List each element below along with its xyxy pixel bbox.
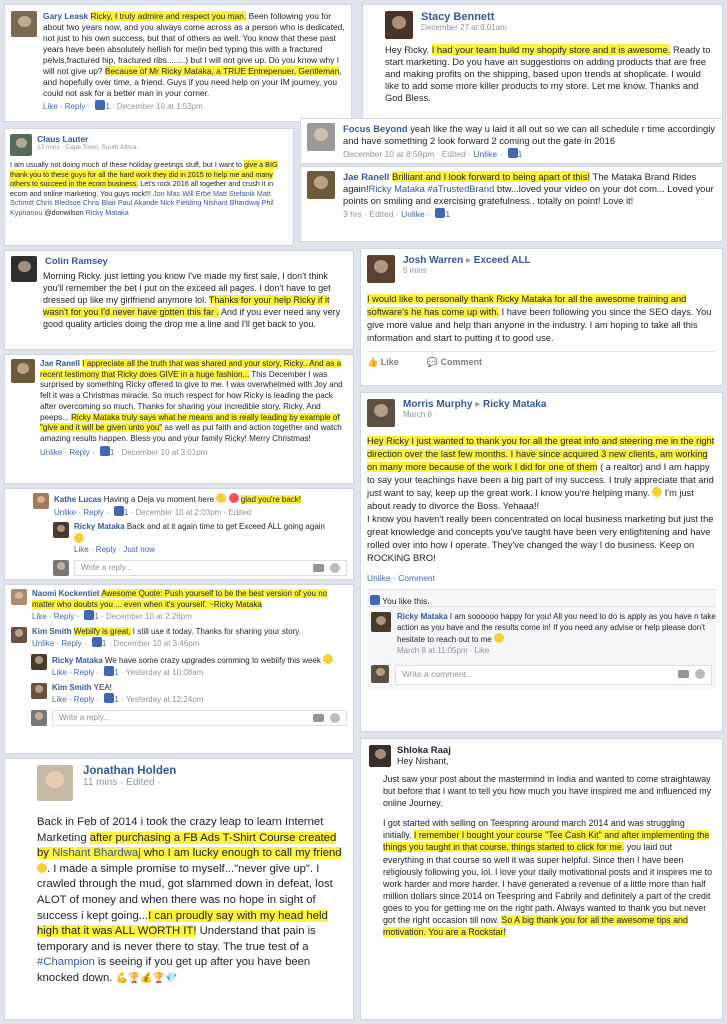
author-name[interactable]: Ricky Mataka	[74, 522, 125, 531]
like-icon	[104, 693, 114, 703]
avatar[interactable]	[11, 256, 37, 282]
post-stacy-bennett	[362, 4, 723, 120]
thumbs-up-icon: 👍	[367, 357, 379, 367]
tag-nishant-bhardwaj[interactable]: Nishant Bhardwaj	[52, 847, 141, 860]
post-josh-warren	[360, 248, 723, 386]
reply-body: Ricky Mataka Back and at it again time to get Exceed ALL going again Like · Reply · Just now	[74, 522, 325, 554]
post-body: Hey Ricky. I had your team build my shopify store and it is awesome. Ready to start marketing. Do you have an suggestions on adding products that are free and making profits on the shipping, based upon trends at shoplicate. I would like to add some more killer products to my store. Let me know. Thanks and God Bless.	[385, 44, 711, 103]
author-name[interactable]: Kathe Lucas	[54, 495, 102, 504]
avatar[interactable]	[31, 683, 47, 699]
avatar[interactable]	[11, 627, 27, 643]
comment-icon: 💬	[426, 357, 438, 367]
avatar[interactable]	[367, 399, 395, 427]
smile-emoji-icon	[37, 863, 47, 873]
emoji-icon[interactable]	[330, 563, 340, 573]
comment-actions[interactable]: Unlike · Reply ·	[32, 639, 87, 648]
post-body: I would like to personally thank Ricky Mataka for all the awesome training and software's he has come up with. I have been following you since the SEO days. You give more value and help than anyone in the industry. I am hoping to take all this information and start to putting it to good use.	[367, 294, 712, 343]
camera-icon[interactable]	[313, 564, 324, 572]
author-name[interactable]: Shloka Raaj	[397, 745, 451, 756]
unlike-link[interactable]: Unlike ·	[473, 149, 503, 159]
avatar	[31, 710, 47, 726]
avatar[interactable]	[307, 171, 335, 199]
camera-icon[interactable]	[313, 714, 324, 722]
post-colin-ramsey	[4, 250, 354, 350]
timestamp[interactable]: · December 10 at 3:01pm	[116, 447, 208, 457]
timestamp[interactable]: · December 10 at 3:46pm	[108, 639, 200, 648]
timestamp[interactable]: · Yesterday at 12:24pm	[121, 695, 204, 704]
comment-body: Jae Ranell Brilliant and I look forward to being apart of this! The Mataka Brand Rides again!Ricky Mataka #aTrustedBrand btw...loved your video on your dot com... Loved your points on smiling and exercising gratefulness.. totally on point! Love it! 3 hrs · Edited · Unlike · 1	[343, 171, 714, 219]
comment-actions[interactable]: Like · Reply ·	[52, 695, 100, 704]
arrow-icon: ▸	[475, 399, 481, 410]
reply-body: Ricky Mataka We have some crazy upgrades comming to webiify this week Like · Reply · 1 · Yesterday at 10:08am	[52, 654, 333, 679]
comment-body: Gary Leask Ricky, I truly admire and respect you man. Been following you for about two years now, and you always come across as a person who is dedicated, not just to his own success, but that of others as well. You know that these past years have been absolutely hellish for me(in bed typing this with a fractured pelvis,fractured hip, fractured ribs........) but I will not give up. Do you know why I will not give up? Because of Mr Ricky Mataka, a TRUE Entrepenuer, Gentleman, and hopefully over time, a friend. Guys if you need help on your IM journey, you could not ask for a better man in your corner. Like · Reply · 1 · December 10 at 1:53pm	[43, 11, 345, 111]
tag-ricky-mataka[interactable]: Ricky Mataka	[85, 207, 129, 217]
comment-input[interactable]: Write a comment...	[395, 665, 712, 685]
smile-emoji-icon	[494, 633, 504, 643]
camera-icon[interactable]	[678, 670, 689, 678]
smile-emoji-icon	[323, 654, 333, 664]
smile-emoji-icon	[74, 533, 84, 543]
avatar	[371, 665, 389, 683]
avatar[interactable]	[53, 522, 69, 538]
author-name[interactable]: Ricky Mataka	[397, 612, 448, 621]
reply-body: Kim Smith YEA! Like · Reply · 1 · Yesterday at 12:24pm	[52, 682, 204, 704]
comment-body: Kim Smith Webiify is great, I still use it today. Thanks for sharing your story. Unlike · Reply · 1 · December 10 at 3:46pm	[32, 626, 301, 648]
author-name[interactable]: Kim Smith	[52, 682, 92, 692]
tagged-people[interactable]: Jon Mac Will Erbe Matt Stefanik Matt Schmitt Chris Bledsoe Chris Blair Paul Akande Nick Fielding Nishant Bhardwaj Phil Kyprianou	[10, 188, 274, 217]
avatar[interactable]	[31, 654, 47, 670]
author-name[interactable]: Colin Ramsey	[45, 256, 108, 267]
author-name[interactable]: Jae Ranell	[343, 171, 390, 182]
author-name[interactable]: Morris Murphy	[403, 399, 473, 410]
author-name[interactable]: Josh Warren	[403, 255, 464, 266]
comment-focus-beyond	[300, 118, 723, 164]
like-icon	[435, 208, 445, 218]
avatar[interactable]	[367, 255, 395, 283]
author-name[interactable]: Ricky Mataka	[52, 655, 103, 665]
message-shloka-raaj: Shloka Raaj Hey Nishant, Just saw your post about the mastermind in India and wanted to come straightaway but before that I want to tell you how much you have inspired me and influenced my online Journey. I got started with selling on Teespring around march 2014 and was struggling initially. I remember I bought your course "Tee Cash Kit" and after implementing the things you taught in that course, things started to click for me. you laid out everything in that course so well it was super helpful. Since then I have been religiously following you, lol. I love your daily motivational posts and it inspires me to work harder and more harder. I have generated a revenue of a little more than half million dollars since 2014 on Teespring and Fabrily and definitely a part of the credit goes to you for getting me on the right path. Always wanted to thank you but never got the right occasion till now. So A big thank you for all the awesome tips and motivation. You are a Rockstar!	[360, 738, 723, 1020]
timestamp[interactable]: 5 mins ·	[403, 266, 432, 275]
avatar[interactable]	[11, 589, 27, 605]
timestamp[interactable]: · December 10 at 1:53pm	[112, 102, 203, 111]
group-name[interactable]: Exceed ALL	[473, 255, 531, 266]
like-icon	[370, 595, 380, 605]
comment-body: Focus Beyond yeah like the way u laid it all out so we can all schedule r time accordingly and have something 2 look forward 2 coming out the gate in 2016 December 10 at 8:58pm · Edited · Unlike · 1	[343, 123, 716, 159]
smile-emoji-icon	[216, 493, 226, 503]
like-icon	[104, 666, 114, 676]
avatar[interactable]	[369, 745, 391, 767]
timestamp[interactable]: March 8 at 11:05pm · Like	[397, 645, 490, 655]
comment-jae-ranell	[300, 166, 723, 242]
timestamp[interactable]: · December 10 at 2:03pm · Edited	[130, 507, 252, 517]
avatar	[53, 560, 69, 576]
comment-button[interactable]: 💬 Comment	[426, 357, 482, 367]
avatar[interactable]	[10, 134, 32, 156]
author-name[interactable]: Kim Smith	[32, 626, 72, 636]
author-name[interactable]: Gary Leask	[43, 11, 89, 21]
avatar[interactable]	[307, 123, 335, 151]
comment-actions[interactable]: Unlike · Reply ·	[40, 447, 95, 457]
comment-actions[interactable]: Like · Reply ·	[52, 668, 100, 677]
heart-icon	[229, 493, 239, 503]
unlike-link[interactable]: Unlike ·	[401, 209, 430, 219]
avatar[interactable]	[11, 359, 35, 383]
comment-body: Naomi Kockentiet Awesome Quote: Push yourself to be the best version of you no matter who doubts you ... even when it's yourself. ~Ricky Mataka Like · Reply · 1 · December 10 at 2:26pm	[32, 589, 328, 621]
reply-input[interactable]: Write a reply...	[74, 560, 347, 576]
author-name[interactable]: Claus Lauter	[37, 134, 89, 144]
reply-input[interactable]: Write a reply...	[52, 710, 347, 726]
target-name[interactable]: Ricky Mataka	[483, 399, 547, 410]
post-body: Hey Ricky I just wanted to thank you for all the great info and steering me in the right direction over the last few months. I have since acquired 3 new clients, am working on many more because of the work I did for one of them ( a realtor) and I am happy to say your teachings have been a big part of my success. I truly appreciate that and just want to say, keep up the great work. I know you're helping many. I'm just about ready to divorce the Boss. Yehaaa!! I know you haven't really been concentrated on local business marketing but just the great knowledge and concepts you've taught have been very enlightening and have rolled over into how I operate. They've changed the way I do business. Keep on ROCKING BRO!	[367, 436, 715, 563]
post-claus-lauter	[4, 128, 294, 246]
timestamp[interactable]: · Yesterday at 10:08am	[121, 668, 204, 677]
author-name[interactable]: Jae Ranell	[40, 359, 81, 368]
avatar[interactable]	[33, 493, 49, 509]
post-body: Morning Ricky. just letting you know I've made my first sale, I don't think you'll remember the bet I put on the exceed all pages. I don't have to get dressed up like my girlfriend anymore lol. Thanks for your help Ricky if it wasn't for you I'd never have gotten this far . And if you ever need any very good quality articles doing the drop me a line and I'll get back to you.	[43, 271, 341, 329]
thread-kathe-lucas	[4, 488, 354, 580]
author-name[interactable]: Stacy Bennett	[421, 11, 495, 23]
avatar[interactable]	[385, 11, 413, 39]
post-actions[interactable]: Unlike · Comment	[367, 573, 436, 583]
post-body: I am usually not doing much of these holiday greetings stuff, but I want to give a BIG thank you to these guys for all the hard work they did in 2015 to help me and many others to succeed in the ecom business. Let's rock 2016 all together and crush it in ecom and online marketing. You guys rock!!! Jon Mac Will Erbe Matt Stefanik Matt Schmitt Chris Bledsoe Chris Blair Paul Akande Nick Fielding Nishant Bhardwaj Phil Kyprianou @donwilson Ricky Mataka	[10, 160, 278, 217]
comment-body: Kathe Lucas Having a Deja vu moment here glad you're back! Unlike · Reply · 1 · December 10 at 2:03pm · Edited	[54, 495, 302, 517]
comment-actions[interactable]: Unlike · Reply ·	[54, 507, 109, 517]
avatar[interactable]	[371, 612, 391, 632]
timestamp[interactable]: December 27 at 9:01am	[421, 23, 507, 32]
like-icon	[95, 100, 105, 110]
arrow-icon: ▸	[465, 255, 472, 266]
like-icon	[92, 637, 102, 647]
post-jonathan-holden	[4, 758, 354, 1020]
timestamp[interactable]: December 10 at 8:58pm · Edited ·	[343, 149, 472, 159]
timestamp[interactable]: March 8 ·	[403, 410, 437, 419]
like-icon	[100, 446, 110, 456]
thread-naomi-kim	[4, 584, 354, 754]
like-summary[interactable]: You like this.	[382, 596, 430, 606]
message-body: Just saw your post about the mastermind in India and wanted to come straightaway but before that I want to tell you how much you have inspired me and influenced my online Journey. I got started with selling on Teespring around march 2014 and was struggling initially. I remember I bought your course "Tee Cash Kit" and after implementing the things you taught in that course, things started to click for me. you laid out everything in that course so well it was super helpful. Since then I have been religiously following you, lol. I love your daily motivational posts and it inspires me to work harder and more harder. I have generated a revenue of a little more than half million dollars since 2014 on Teespring and Fabrily and definitely a part of the credit goes to you for getting me on the right path. Always wanted to thank you but never got the right occasion till now. So A big thank you for all the awesome tips and motivation. You are a Rockstar!	[383, 774, 713, 938]
comment-gary-leask	[4, 4, 352, 122]
like-icon	[114, 506, 124, 516]
like-button[interactable]: 👍 Like	[367, 357, 399, 367]
comment-actions[interactable]: Like · Reply · Just now	[74, 545, 155, 554]
author-name[interactable]: Naomi Kockentiet	[32, 589, 100, 598]
avatar[interactable]	[11, 11, 37, 37]
reply-body: Ricky Mataka I am soooooo happy for you! All you need to do is apply as you have n take action as you have and the results come in! If you need any advise or help please don't hesitate to reach out to me March 8 at 11:05pm · Like	[397, 612, 716, 655]
like-icon	[508, 148, 518, 158]
post-morris-murphy	[360, 392, 723, 732]
post-body: Back in Feb of 2014 i took the crazy leap to learn Internet Marketing after purchasing a FB Ads T-Shirt Course created by Nishant Bhardwaj who I am lucky enough to call my friend . I made a simple promise to myself..."never give up". I crawled through the mud, got slammed down in defeat, lost ALOT of money and when there was no hope in sight of success i kept going...I can proudly say with my head held high that it was ALL WORTH IT! Understand that pain is temporary and is never there to stay. The true test of a #Champion is seeing if you get up after you have been knocked down. 💪🏆💰🏆💎	[37, 816, 342, 984]
emoji-icon[interactable]	[695, 669, 705, 679]
emoji-icon[interactable]	[330, 713, 340, 723]
author-name[interactable]: Jonathan Holden	[83, 765, 177, 777]
like-icon	[84, 610, 94, 620]
timestamp[interactable]: 3 hrs · Edited ·	[343, 209, 399, 219]
comment-jae-ranell-testimony	[4, 354, 354, 484]
author-name[interactable]: Focus Beyond	[343, 123, 408, 134]
post-meta[interactable]: 11 mins · Edited ·	[83, 777, 161, 788]
comment-actions[interactable]: Like · Reply ·	[43, 102, 91, 111]
smile-emoji-icon	[652, 487, 662, 497]
hashtag-champion[interactable]: #Champion	[37, 956, 95, 969]
post-meta[interactable]: 13 mins · Cape Town, South Africa ·	[37, 144, 141, 151]
timestamp[interactable]: · December 10 at 2:26pm	[101, 612, 192, 621]
comment-actions[interactable]: Like · Reply ·	[32, 612, 80, 621]
comment-body: Jae Ranell I appreciate all the truth that was shared and your story, Ricky.. And as a recent testimony that Ricky does GIVE in a huge fashion... This December I was surprised by something Ricky offered to give to me. I was overwhelmed with Joy and felt it was a Christmas miracle. So much respect for how Ricky is leading the pack after overcoming so much. Thanks for sharing your incredible story, Ricky. And peeps... Ricky Mataka truly says what he means and is really leading by example of "give and it will be given unto you" as well as put faith and action together and watch amazing results happen. Bless you and your family Ricky! Merry Christmas! Unlike · Reply · 1 · December 10 at 3:01pm	[40, 359, 343, 457]
tagged-text[interactable]: Ricky Mataka #aTrustedBrand	[368, 183, 495, 194]
trophy-emoji-icons: 💪🏆💰🏆💎	[115, 972, 178, 984]
avatar[interactable]	[37, 765, 73, 801]
